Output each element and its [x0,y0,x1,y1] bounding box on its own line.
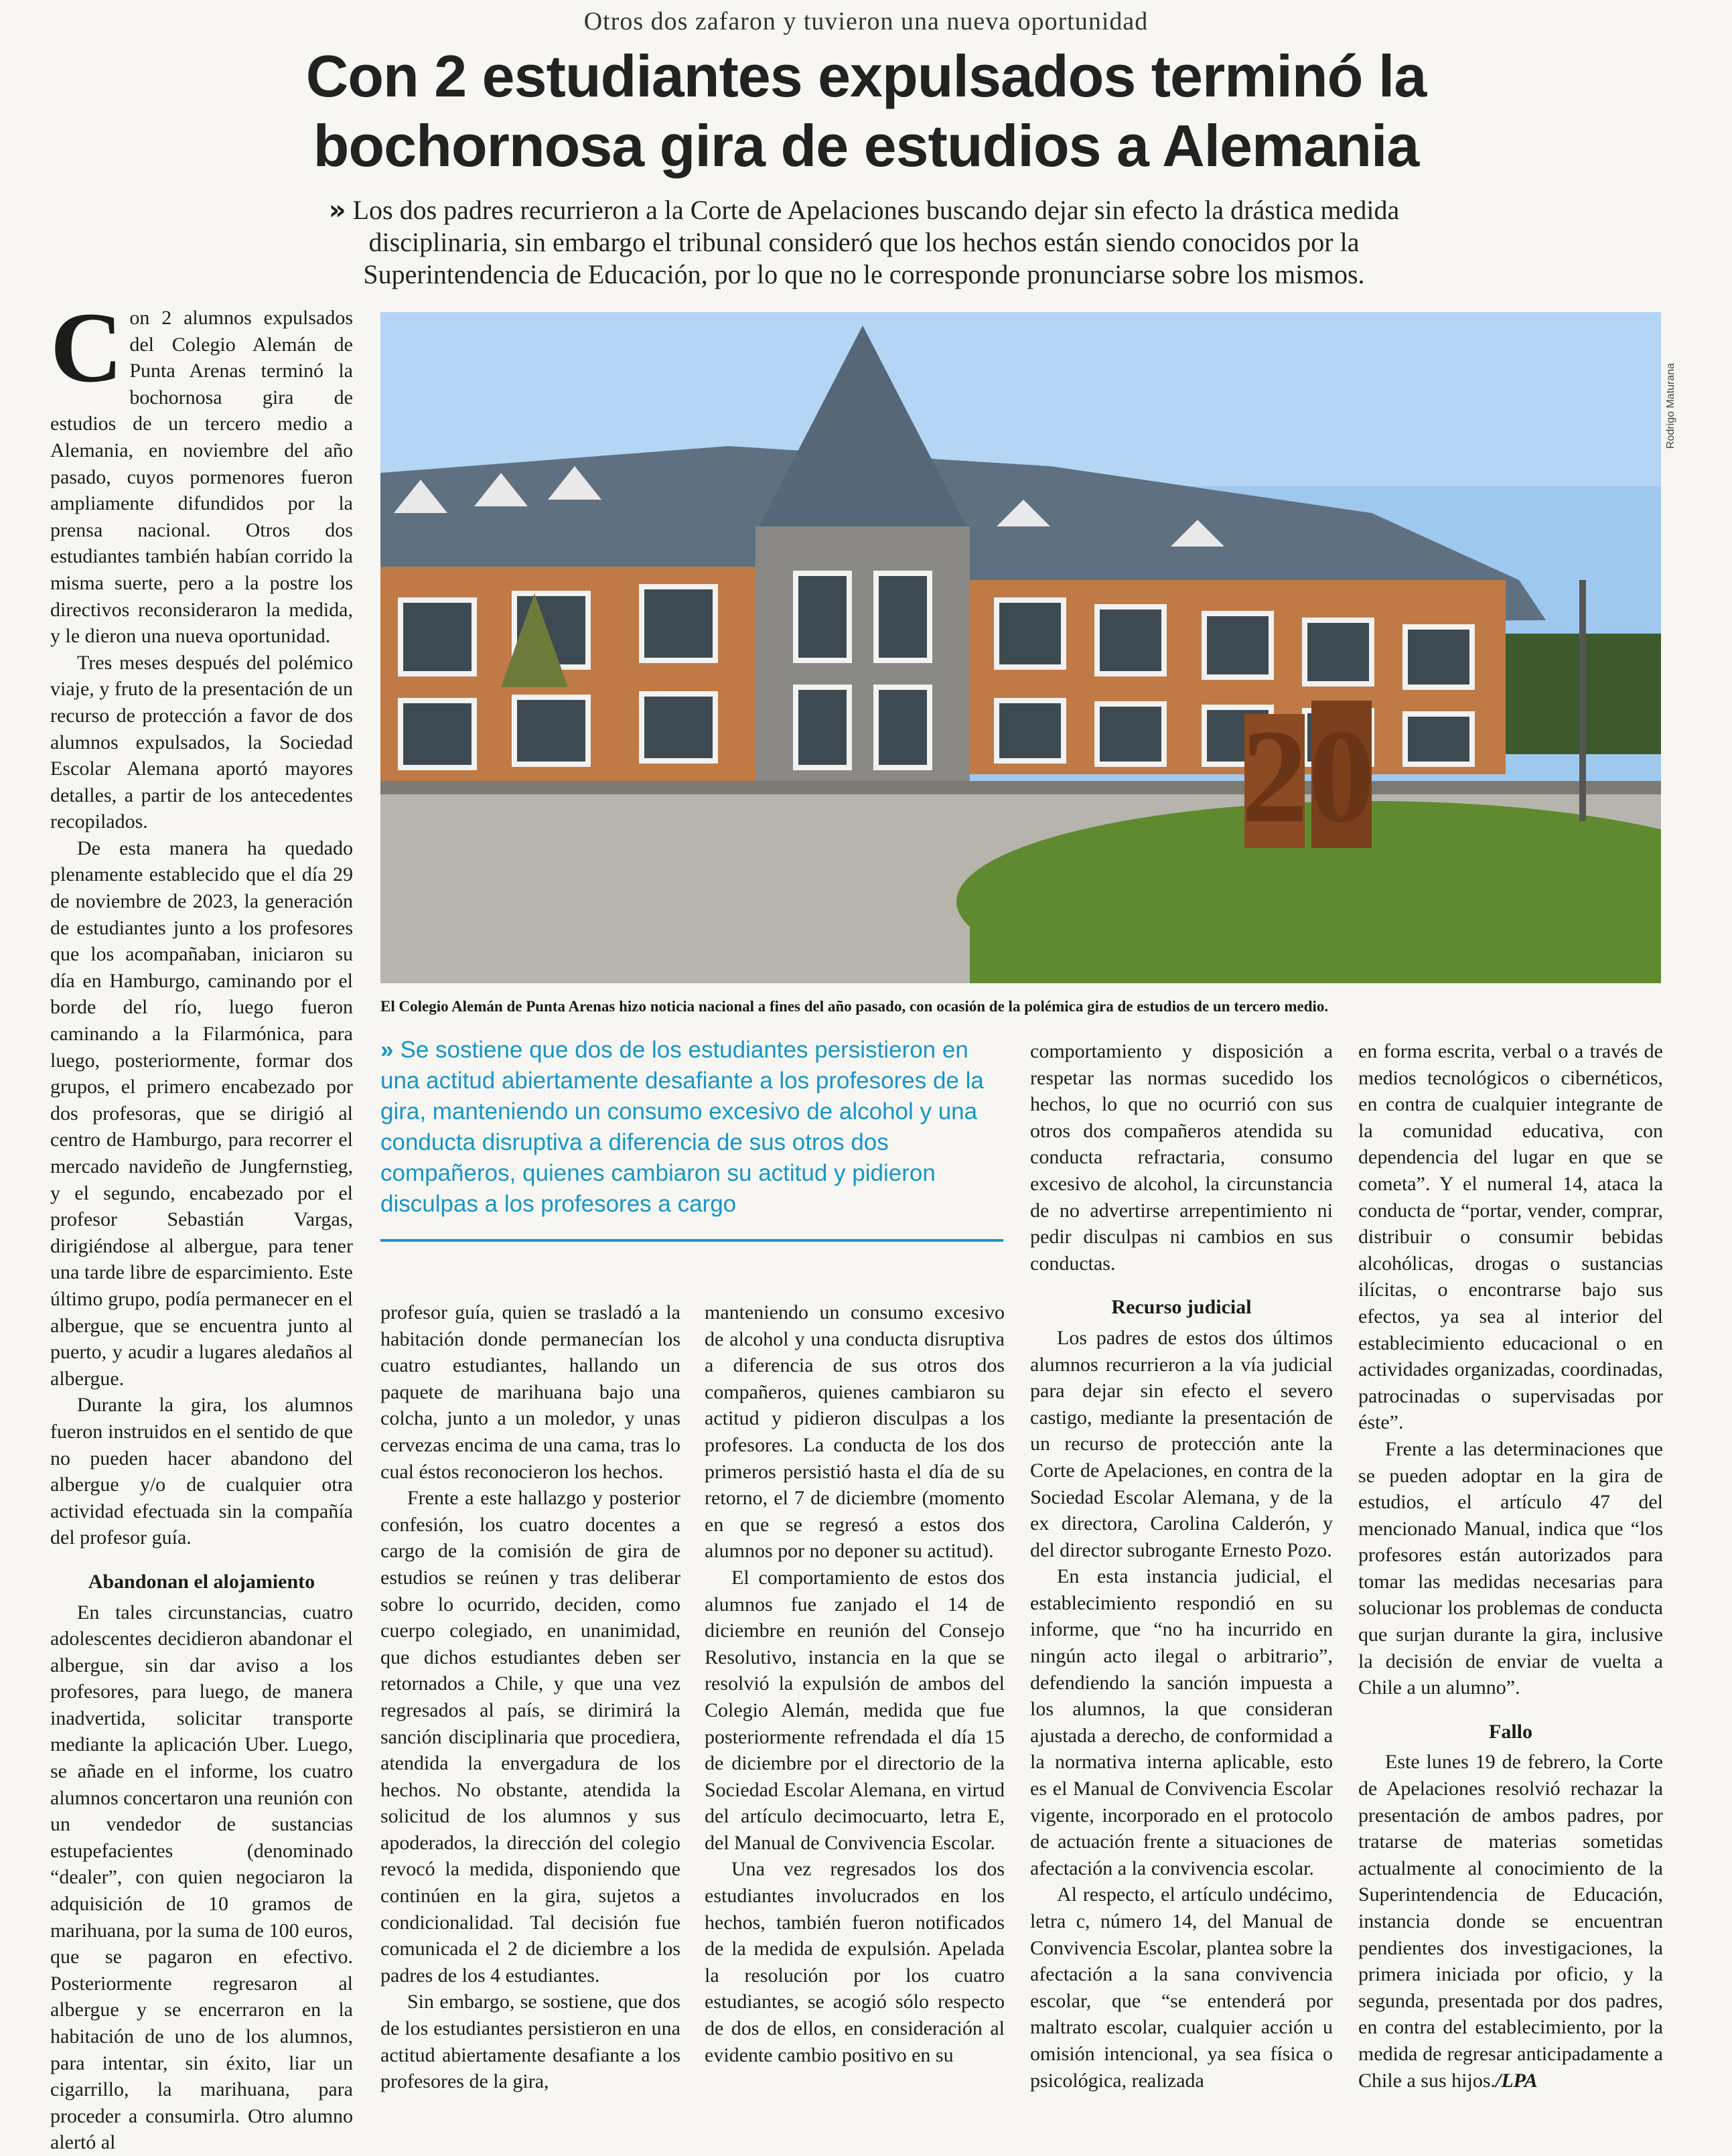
body-paragraph: Sin embargo, se sostiene, que dos de los estudiantes persistieron en una actitud abiertamente desafiante a los profesores de la gira, [380,1991,680,2093]
body-paragraph: Los padres de estos dos últimos alumnos recurrieron a la vía judicial para dejar sin efecto el severo castigo, mediante la presentación de un recurso de protección ante la Corte de Apelaciones, en contra de la Sociedad Escolar Alemana, y de la ex directora, Carolina Calderón, y del director subrogante Ernesto Pozo. [1030,1326,1333,1561]
subhead-recurso-judicial: Recurso judicial [1111,1296,1252,1319]
column-3 [705,1299,1005,2068]
article-deck [281,194,1447,291]
column-2 [380,1299,680,2095]
photo-credit: Rodrigo Maturana [1665,362,1676,449]
body-paragraph: profesor guía, quien se trasladó a la habitación donde permanecían los cuatro estudiantes, hallando un paquete de marihuana bajo una colcha, junto a un moledor, y unas cervezas encima de una cama, tras lo cual éstos reconocieron los hechos. [380,1301,680,1483]
body-paragraph: De esta manera ha quedado plenamente establecido que el día 29 de noviembre de 2023, la generación de estudiantes junto a los profesores que los acompañaban, iniciaron su día en Hamburgo, caminando por el borde del río, luego fueron caminando a la Filarmónica, para luego, posteriormente, formar dos grupos, el primero encabezado por dos profesoras, que se dirigió al centro de Hamburgo, para recorrer el mercado navideño de Jungfernstieg, y el segundo, encabezado por el profesor Sebastián Vargas, dirigiéndose al albergue, para tener una tarde libre de esparcimiento. Este último grupo, podía permanecer en el albergue, que se encuentra junto al puerto, y acudir a lugares aledaños al albergue. [50,837,353,1390]
subhead-fallo: Fallo [1489,1720,1532,1743]
fallo-text: Este lunes 19 de febrero, la Corte de Apelaciones resolvió rechazar la presentación de ambos padres, por tratarse de materias sometidas actualmente al conocimiento de la Superintendencia de Educación, instancia donde se encuentran pendientes dos investigaciones, la primera iniciada por oficio, y la segunda, presentada por dos padres, en contra del establecimiento, por la medida de regresar anticipadamente a Chile a sus hijos. [1358,1751,1663,2092]
body-paragraph: Durante la gira, los alumnos fueron instruidos en el sentido de que no pueden hacer abandono del albergue y/o de cualquier otra actividad efectuada sin la compañía del profesor guía. [50,1394,353,1549]
body-paragraph: Frente a las determinaciones que se pueden adoptar en la gira de estudios, el artículo 47 del mencionado Manual, indica que “los profesores están autorizados para tomar las medidas necesarias para solucionar los problemas de conducta que surjan durante la gira, inclusive la decisión de enviar de vuelta a Chile a un alumno”. [1358,1437,1663,1699]
pull-quote-rule [380,1239,1003,1242]
school-photo-illustration [380,312,1661,983]
body-paragraph: manteniendo un consumo excesivo de alcohol y una conducta disruptiva a diferencia de sus otros dos compañeros, quienes cambiaron su actitud y pidieron disculpas a los profesores. La conducta de los dos primeros persistió hasta el día de su retorno, el 7 de diciembre (momento en que se regresó a estos dos alumnos por no deponer su actitud). [705,1301,1005,1563]
body-paragraph: Al respecto, el artículo undécimo, letra c, número 14, del Manual de Convivencia Escolar, plantea sobre la afectación a la sana convivencia escolar, que “se entenderá por maltrato escolar, cualquier acción u omisión intencional, ya sea física o psicológica, realizada [1030,1883,1333,2092]
body-paragraph: En tales circunstancias, cuatro adolescentes decidieron abandonar el albergue, sin dar aviso a los profesores, para luego, de manera inadvertida, solicitar transporte mediante la aplicación Uber. Luego, se añade en el informe, los cuatro alumnos concertaron una reunión con un vendedor de sustancias estupefacientes (denominado “dealer”, con quien negociaron la adquisición de 10 gramos de marihuana, por la suma de 100 euros, que se pagaron en efectivo. Posteriormente regresaron al albergue y se encerraron en la habitación de uno de los alumnos, para intentar, sin éxito, liar un cigarrillo, la marihuana, para proceder a consumirla. Otro alumno alertó al [50,1601,353,2154]
body-paragraph: Frente a este hallazgo y posterior confesión, los cuatro docentes a cargo de la comisión de gira de estudios se reúnen y tras deliberar sobre lo ocurrido, deciden, como cuerpo colegiado, en unanimidad, que dichos estudiantes deben ser retornados a Chile, y que una vez regresados al país, se dirimirá la sanción disciplinaria que procediera, atendida la envergadura de los hechos. No obstante, atendida la solicitud de los alumnos y sus apoderados, la dirección del colegio revocó la medida, disponiendo que continúen en la gira, sujetos a condicionalidad. Tal decisión fue comunicada el 2 de diciembre a los padres de los 4 estudiantes. [380,1487,680,1987]
lead-paragraph-text: on 2 alumnos expulsados del Colegio Alemán de Punta Arenas terminó la bochornosa gira de estudios de un tercero medio a Alemania, en noviembre del año pasado, cuyos pormenores fueron ampliamente difundidos por la prensa nacional. Otros dos estudiantes también habían corrido la misma suerte, pero a la postre los directivos reconsideraron la medida, y le dieron una nueva oportunidad. [50,307,353,648]
article-headline [0,42,1732,181]
pull-quote [380,1035,1003,1249]
article-kicker: Otros dos zafaron y tuvieron una nueva oportunidad [583,7,1149,35]
author-signature: /LPA [1496,2069,1538,2092]
school-photo [380,312,1661,983]
pull-quote-text [380,1035,1003,1220]
pull-quote-arrow-icon: » [380,1037,394,1063]
body-paragraph: En esta instancia judicial, el establecimiento respondió en su informe, que “no ha incurrido en ningún acto ilegal o arbitrario”, defendiendo la sanción impuesta a los alumnos, la que consideran ajustada a derecho, de conformidad a la normativa interna aplicable, esto es el Manual de Convivencia Escolar vigente, incorporado en el protocolo de actuación frente a situaciones de afectación a la convivencia escolar. [1030,1565,1333,1879]
body-paragraph [1358,1749,1663,2094]
lead-paragraph [50,292,353,650]
body-paragraph: El comportamiento de estos dos alumnos fue zanjado el 14 de diciembre en reunión del Consejo Resolutivo, instancia en la que se resolvió la expulsión de ambos del Colegio Alemán, medida que fue posteriormente refrendada el día 15 de diciembre por el directorio de la Sociedad Escolar Alemana, en virtud del artículo decimocuarto, letra E, del Manual de Convivencia Escolar. [705,1566,1005,1854]
body-paragraph: Una vez regresados los dos estudiantes involucrados en los hechos, también fueron notificados de la medida de expulsión. Apelada la resolución por los cuatro estudiantes, se acogió sólo respecto de dos de ellos, en consideración al evidente cambio positivo en su [705,1858,1005,2066]
deck-text: Los dos padres recurrieron a la Corte de Apelaciones buscando dejar sin efecto la drástica medida disciplinaria, sin embargo el tribunal consideró que los hechos están siendo conocidos por la Superintendencia de Educación, por lo que no le corresponde pronunciarse sobre los mismos. [352,195,1400,289]
column-4 [1030,1038,1333,2094]
pull-quote-body: Se sostiene que dos de los estudiantes persistieron en una actitud abiertamente desafiante a los profesores de la gira, manteniendo un consumo excesivo de alcohol y una conducta disruptiva a diferencia de sus otros dos compañeros, quienes cambiaron su actitud y pidieron disculpas a los profesores a cargo [380,1037,984,1217]
column-1 [50,292,353,2156]
body-paragraph: comportamiento y disposición a respetar las normas sucedido los hechos, lo que no ocurrió con sus otros dos compañeros atendida su conducta refractaria, consumo excesivo de alcohol, la circunstancia de no advertirse arrepentimiento ni pedir disculpas ni cambios en sus conductas. [1030,1040,1333,1275]
photo-caption: El Colegio Alemán de Punta Arenas hizo noticia nacional a fines del año pasado, con ocasión de la polémica gira de estudios de un tercero medio. [380,998,1329,1015]
deck-arrow-icon: » [328,195,346,226]
headline-line-1: Con 2 estudiantes expulsados terminó la [305,43,1427,109]
body-paragraph: Tres meses después del polémico viaje, y fruto de la presentación de un recurso de protección a favor de dos alumnos expulsados, la Sociedad Escolar Alemana aportó mayores detalles, a partir de los antecedentes recopilados. [50,651,353,833]
column-5 [1358,1038,1663,2094]
sculpture-number: 20 [1241,703,1375,851]
drop-cap: C [50,292,123,403]
subhead-abandonan: Abandonan el alojamiento [88,1570,315,1593]
body-paragraph: en forma escrita, verbal o a través de medios tecnológicos o cibernéticos, en contra de cualquier integrante de la comunidad educativa, con dependencia del lugar en que se cometa”. Y el numeral 14, ataca la conducta de “portar, vender, comprar, distribuir o consumir bebidas alcohólicas, drogas o sustancias ilícitas, o encontrarse bajo sus efectos, ya sea al interior del establecimiento educacional o en actividades organizadas, coordinadas, patrocinadas o supervisadas por éste”. [1358,1040,1663,1434]
headline-line-2: bochornosa gira de estudios a Alemania [313,113,1419,179]
